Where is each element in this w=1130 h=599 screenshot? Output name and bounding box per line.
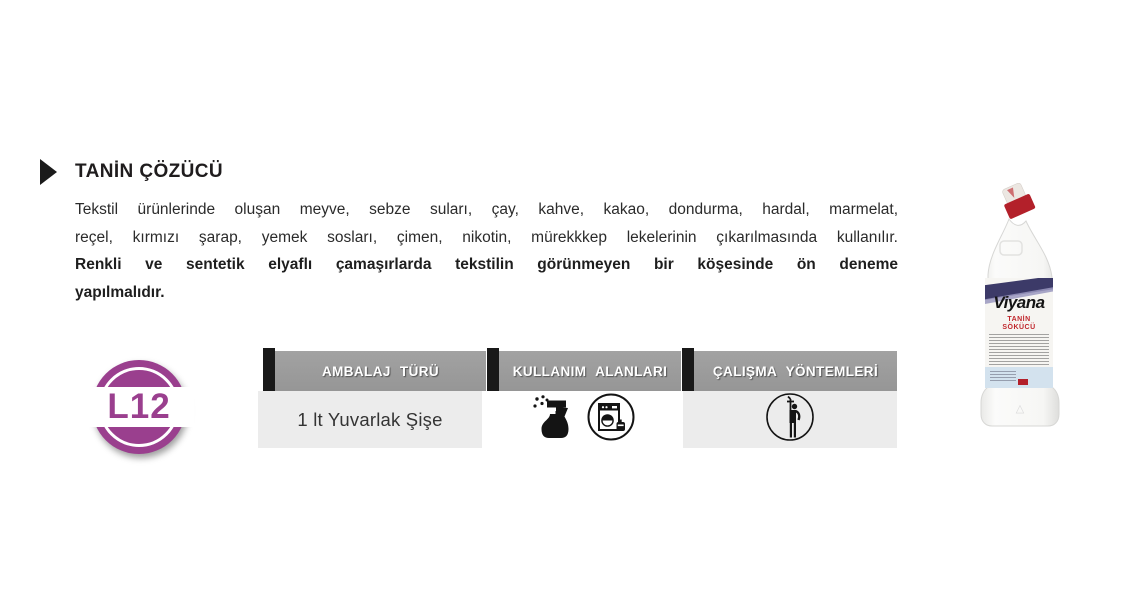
bottle-label [985, 278, 1053, 388]
description-line: Tekstil ürünlerinde oluşan meyve, sebze suları, çay, kahve, kakao, dondurma, hardal, marmelat, [75, 201, 898, 218]
column-header-label: KULLANIM ALANLARI [512, 363, 668, 379]
description-line: Renkli ve sentetik elyaflı çamaşırlarda tekstilin görünmeyen bir köşesinde ön deneme [75, 256, 898, 273]
description-line: reçel, kırmızı şarap, yemek sosları, çimen, nikotin, mürekkkep lekelerinin çıkarılmasında kullanılır. [75, 228, 898, 246]
brand-name: Viyana [993, 293, 1045, 312]
product-code-badge [92, 360, 186, 454]
spray-bottle-icon [533, 395, 571, 444]
footer-red-mark [1018, 379, 1028, 385]
label-footer-band [985, 367, 1053, 388]
badge-band [84, 387, 194, 427]
description-line: yapılmalıdır. [75, 283, 165, 301]
column-header-label: AMBALAJ TÜRÜ [321, 363, 440, 379]
header-accent-bar [682, 348, 694, 391]
table-cell-methods [683, 391, 897, 448]
header-accent-bar [487, 348, 499, 391]
header-accent-bar [263, 348, 275, 391]
table-cell-usage [487, 391, 681, 448]
column-header [275, 351, 486, 391]
package-value: 1 lt Yuvarlak Şişe [297, 408, 443, 430]
label-product-name: TANİN SÖKÜCÜ [1002, 316, 1036, 331]
label-fineprint-text [989, 334, 1049, 366]
bottle-recycle-mark: △ [1015, 403, 1025, 415]
column-header-label: ÇALIŞMA YÖNTEMLERİ [712, 363, 879, 379]
page-title: TANİN ÇÖZÜCÜ [75, 161, 223, 182]
footer-fineprint [990, 371, 1016, 383]
product-code: L12 [107, 387, 171, 426]
product-bottle-image [978, 183, 1062, 429]
column-header [694, 351, 897, 391]
manual-mopping-icon [765, 392, 815, 447]
table-cell-package [258, 391, 482, 448]
title-arrow-icon [40, 159, 57, 185]
washing-machine-icon [587, 393, 635, 446]
product-description [75, 196, 898, 306]
column-header [499, 351, 681, 391]
